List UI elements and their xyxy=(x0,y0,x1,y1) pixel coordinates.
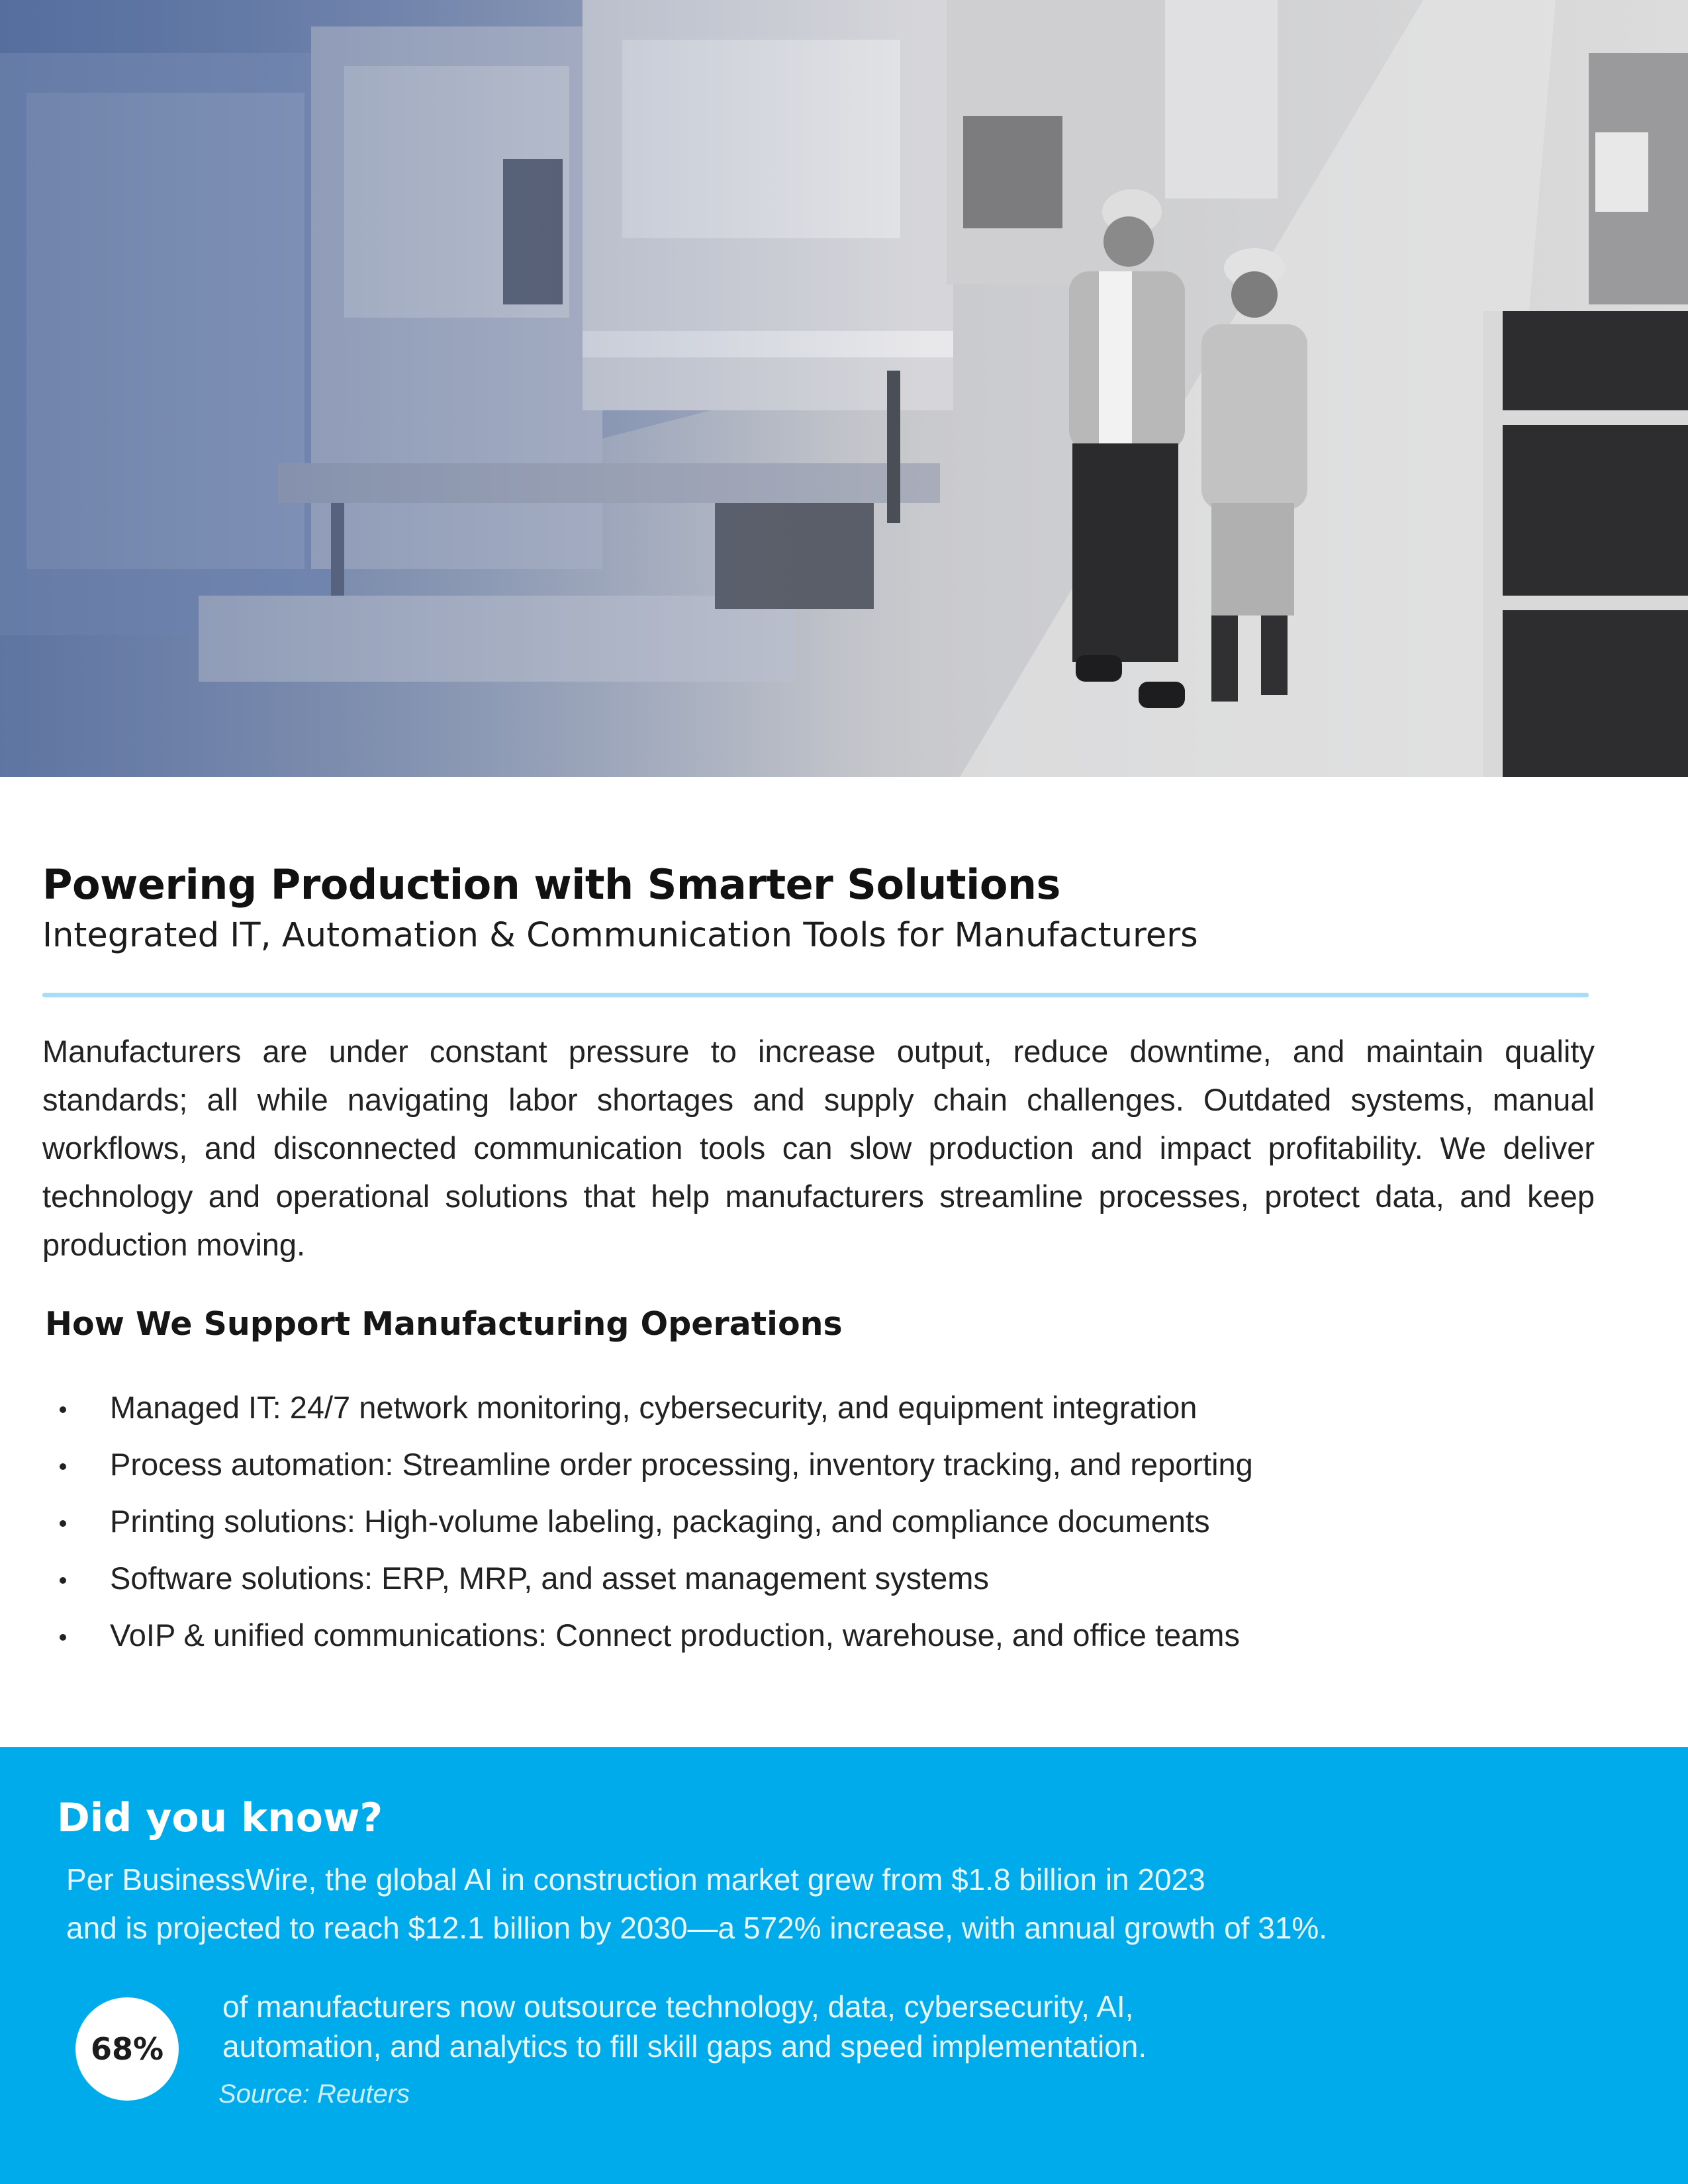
stat-badge xyxy=(75,1997,179,2101)
did-you-know-panel xyxy=(0,1747,1688,2184)
hero-image xyxy=(0,0,1688,777)
market-fact-line-2: and is projected to reach $12.1 billion by 2030—a 572% increase, with annual growth of 31%. xyxy=(66,1911,1328,1945)
service-text: VoIP & unified communications: Connect production, warehouse, and office teams xyxy=(110,1617,1240,1653)
stat-description-line-2: automation, and analytics to fill skill gaps and speed implementation. xyxy=(222,2029,1147,2064)
bullet-icon xyxy=(60,1406,66,1413)
stat-description xyxy=(222,1987,1546,2066)
did-you-know-heading: Did you know? xyxy=(57,1795,383,1841)
factory-scene-illustration xyxy=(0,0,1688,777)
stat-value: 68% xyxy=(90,2031,164,2067)
stat-description-line-1: of manufacturers now outsource technology, data, cybersecurity, AI, xyxy=(222,1989,1134,2024)
market-fact xyxy=(66,1856,1589,1952)
bullet-icon xyxy=(60,1634,66,1641)
page-subtitle: Integrated IT, Automation & Communication Tools for Manufacturers xyxy=(42,916,1198,955)
bullet-icon xyxy=(60,1520,66,1527)
service-text: Software solutions: ERP, MRP, and asset management systems xyxy=(110,1560,989,1596)
source-citation: Source: Reuters xyxy=(218,2079,410,2109)
section-divider xyxy=(42,993,1589,997)
page-title: Powering Production with Smarter Solutions xyxy=(42,860,1060,909)
bullet-icon xyxy=(60,1577,66,1584)
services-heading: How We Support Manufacturing Operations xyxy=(45,1305,843,1343)
service-text: Managed IT: 24/7 network monitoring, cybersecurity, and equipment integration xyxy=(110,1389,1197,1425)
service-text: Process automation: Streamline order processing, inventory tracking, and reporting xyxy=(110,1446,1253,1482)
market-fact-line-1: Per BusinessWire, the global AI in construction market grew from $1.8 billion in 2023 xyxy=(66,1862,1205,1897)
intro-paragraph: Manufacturers are under constant pressure to increase output, reduce downtime, and maintain quality standards; all while navigating labor shortages and supply chain challenges. Outdated systems, manual workflows, and disconnected communication tools can slow production and impact profitability. We deliver technology and operational solutions that help manufacturers streamline processes, protect data, and keep production moving. xyxy=(42,1034,1595,1262)
bullet-icon xyxy=(60,1463,66,1470)
service-text: Printing solutions: High-volume labeling, packaging, and compliance documents xyxy=(110,1503,1210,1539)
